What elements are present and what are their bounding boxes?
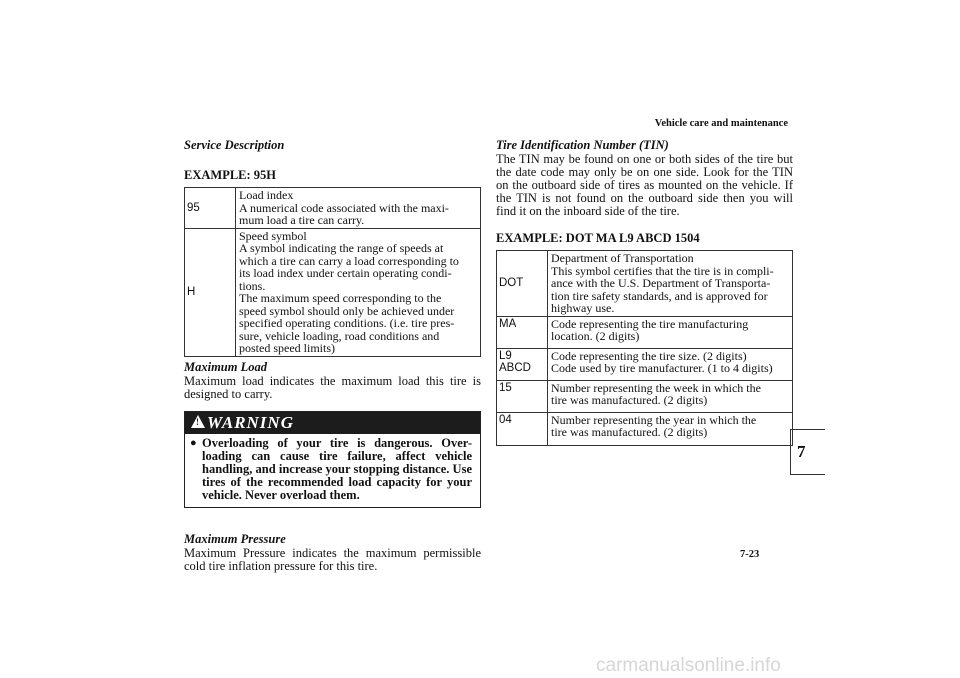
row-description	[548, 348, 793, 380]
description-line: tire was manufactured. (2 digits)	[551, 425, 708, 439]
maximum-pressure-text: Maximum Pressure indicates the maximum permissible cold tire inflation pressure for this tire.	[184, 545, 481, 573]
description-line: speed symbol should only be achieved under	[239, 303, 455, 318]
description-line: Department of Transportation	[551, 251, 694, 265]
page-number: 7-23	[740, 549, 760, 560]
warning-title: WARNING	[207, 412, 294, 432]
description-line: location. (2 digits)	[551, 329, 640, 343]
row-description	[236, 228, 481, 356]
description-line: This symbol certifies that the tire is in compli-	[551, 263, 774, 278]
description-line: Speed symbol	[239, 228, 307, 243]
table-row	[497, 412, 793, 445]
watermark: carmanualsonline.info	[596, 655, 781, 676]
tin-text: The TIN may be found on one or both sides of the tire but the date code may only be on one side. Look for the TIN on the outboard side of tires as mounted on the vehicle. If the TIN is not found on the outboard side then you will find it on the inboard side of the tire.	[496, 152, 793, 218]
description-line: ance with the U.S. Department of Transporta-	[551, 276, 771, 290]
description-line: its load index under certain operating condi-	[239, 266, 452, 280]
warning-text: Overloading of your tire is dangerous. Over-loading can cause tire failure, affect vehicle handling, and increase your stopping distance. Use tires of the recommended load capacity for your vehicle. Never overload them.	[202, 435, 472, 502]
description-line: Code representing the tire size. (2 digits)	[551, 348, 747, 363]
row-code: 95	[185, 188, 236, 229]
warning-header	[185, 412, 480, 434]
row-code: H	[185, 228, 236, 356]
bullet-icon: ●	[190, 436, 197, 449]
description-line: which a tire can carry a load corresponding to	[239, 253, 459, 268]
description-line: highway use.	[551, 301, 615, 315]
description-line: specified operating conditions. (i.e. tire pres-	[239, 316, 455, 330]
row-description	[236, 188, 481, 229]
table-row	[185, 188, 481, 229]
table-row	[497, 380, 793, 412]
row-code: 04	[497, 412, 548, 445]
table-row	[497, 348, 793, 380]
description-line: tion tire safety standards, and is approved for	[551, 288, 768, 303]
tin-heading: Tire Identification Number (TIN)	[496, 138, 669, 152]
row-code: DOT	[497, 251, 548, 317]
tin-table	[496, 250, 793, 446]
warning-box	[184, 411, 481, 508]
description-line: mum load a tire can carry.	[239, 213, 365, 227]
description-line: sure, vehicle loading, road conditions and	[239, 328, 440, 343]
description-line: A symbol indicating the range of speeds at	[239, 241, 444, 255]
description-line: The maximum speed corresponding to the	[239, 291, 442, 305]
row-description	[548, 251, 793, 317]
service-description-table	[184, 187, 481, 357]
row-description	[548, 412, 793, 445]
row-description	[548, 380, 793, 412]
example-95h-heading: EXAMPLE: 95H	[184, 168, 277, 182]
description-line: Code representing the tire manufacturing	[551, 316, 749, 331]
service-description-heading: Service Description	[184, 138, 285, 152]
row-description	[548, 316, 793, 348]
warning-triangle-icon: !	[191, 415, 205, 428]
maximum-load-heading: Maximum Load	[184, 359, 267, 374]
table-row	[497, 251, 793, 317]
table-row	[497, 316, 793, 348]
description-line: Load index	[239, 188, 294, 202]
description-line: A numerical code associated with the maxi-	[239, 200, 449, 215]
description-line: Number representing the year in which the	[551, 412, 757, 427]
description-line: tions.	[239, 278, 266, 293]
maximum-pressure-heading: Maximum Pressure	[184, 531, 286, 546]
right-column	[496, 138, 793, 446]
example-dot-heading: EXAMPLE: DOT MA L9 ABCD 1504	[496, 231, 700, 245]
row-code: L9 ABCD	[497, 348, 548, 380]
description-line: Code used by tire manufacturer. (1 to 4 digits)	[551, 361, 773, 375]
chapter-tab	[790, 429, 825, 475]
maximum-load-text: Maximum load indicates the maximum load this tire is designed to carry.	[184, 373, 481, 401]
row-code: 15	[497, 380, 548, 412]
table-row	[185, 228, 481, 356]
description-line: posted speed limits)	[239, 341, 335, 355]
warning-body	[185, 434, 480, 507]
description-line: tire was manufactured. (2 digits)	[551, 393, 708, 407]
running-header: Vehicle care and maintenance	[654, 118, 788, 129]
chapter-number: 7	[797, 442, 806, 461]
description-line: Number representing the week in which the	[551, 380, 761, 395]
row-code: MA	[497, 316, 548, 348]
left-column	[184, 138, 481, 573]
